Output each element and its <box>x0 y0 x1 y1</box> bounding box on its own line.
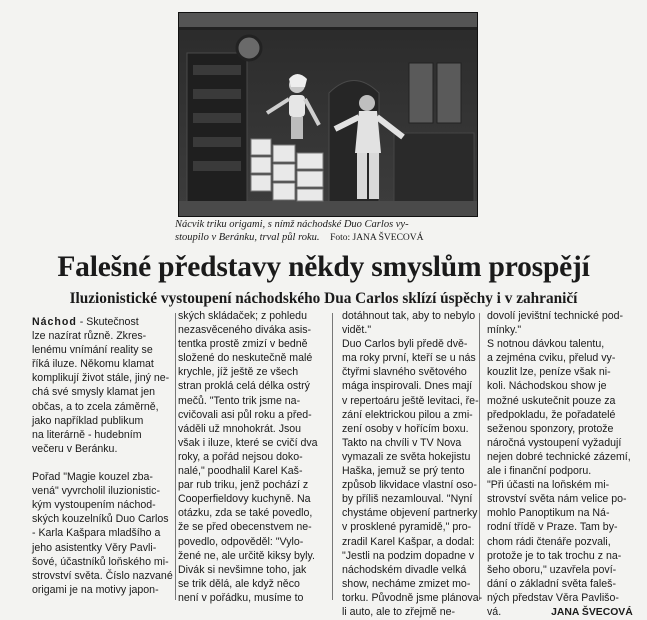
text-line-content: večeru v Beránku. <box>32 442 118 455</box>
text-line-content: šeho oboru," uzavřela poví- <box>487 563 617 576</box>
text-line <box>487 394 633 408</box>
text-line <box>178 549 318 563</box>
text-line <box>342 351 482 365</box>
text-line <box>342 605 482 619</box>
text-line-content: li auto, ale to zřejmě ne- <box>342 605 456 618</box>
text-line <box>178 379 318 393</box>
caption-line: Nácvik triku origami, s nímž náchodské Duo Carlos vy- <box>175 219 409 230</box>
subheadline: Iluzionistické vystoupení náchodského Dua Carlos sklízí úspěchy i v zahraničí <box>69 290 578 307</box>
text-line <box>342 549 482 563</box>
text-line <box>32 315 173 329</box>
text-line <box>487 323 633 337</box>
text-line <box>487 436 633 450</box>
text-line <box>342 591 482 605</box>
text-line-content: ských kouzelníků Duo Carlos <box>32 513 169 526</box>
text-line-content: ale i finanční podporu. <box>487 465 592 478</box>
text-line-content: mínky." <box>487 324 522 337</box>
text-line-content: způsob likvidace vlastní oso- <box>342 479 477 492</box>
text-line-content: - Skutečnost <box>76 316 139 328</box>
text-line <box>32 526 173 540</box>
text-line <box>342 337 482 351</box>
photo-image <box>179 13 477 216</box>
text-line-content: cvičovali asi půl roku a před- <box>178 408 312 421</box>
text-line <box>32 470 173 484</box>
text-line <box>487 351 633 365</box>
text-line-content: "Jestli na podzim dopadne v <box>342 549 475 562</box>
text-line-content: roky, a pořád nejsou doko- <box>178 450 303 463</box>
text-line-content: mága inspirovali. Dnes mají <box>342 380 473 393</box>
text-line <box>32 385 173 399</box>
text-line <box>178 365 318 379</box>
text-line-content: seženou sponzory, protože <box>487 422 614 435</box>
text-line-content: strovství světa. Číslo nazvané <box>32 569 173 582</box>
text-line <box>487 577 633 591</box>
text-line <box>178 563 318 577</box>
text-line-content: dání o základní světa faleš- <box>487 577 616 590</box>
headline: Falešné představy někdy smyslům prospějí <box>57 251 590 283</box>
text-line-content: koli. Náchodskou show je <box>487 380 607 393</box>
text-line <box>487 309 633 323</box>
text-line <box>342 309 482 323</box>
text-line <box>342 450 482 464</box>
text-line <box>487 408 633 422</box>
text-line <box>32 357 173 371</box>
text-line <box>32 371 173 385</box>
text-line <box>342 408 482 422</box>
article-photo <box>178 12 478 217</box>
text-line <box>487 492 633 506</box>
text-line-content: ných představ Věra Pavlišo- <box>487 591 619 604</box>
text-line <box>342 535 482 549</box>
photo-credit: Foto: JANA ŠVECOVÁ <box>330 233 424 243</box>
photo-caption <box>175 218 481 245</box>
text-line <box>342 577 482 591</box>
article-body <box>32 310 633 618</box>
caption-line-with-credit <box>175 231 481 245</box>
text-line-content: mečů. "Tento trik jsme na- <box>178 394 301 407</box>
text-line-content: Pořad "Magie kouzel zba- <box>32 471 153 484</box>
text-line-content: občas, a to zcela záměrně, <box>32 400 159 413</box>
text-line-content: chá své smysly klamat jen <box>32 386 156 399</box>
text-line-content: stran proklá celá délka ostrý <box>178 380 310 393</box>
text-line <box>178 535 318 549</box>
text-line-content: Takto na chvíli v TV Nova <box>342 436 462 449</box>
text-line-content: vymazali ze světa hokejistu <box>342 450 471 463</box>
text-line <box>487 422 633 436</box>
text-line <box>342 422 482 436</box>
text-line <box>178 337 318 351</box>
text-line <box>32 428 173 442</box>
text-line-content: vidět." <box>342 324 372 337</box>
text-line-content: a zejména cviku, přelud vy- <box>487 352 616 365</box>
text-line-content: nejen dobré technické zázemí, <box>487 450 631 463</box>
text-line <box>32 456 173 470</box>
text-line-content: Divák si nevšimne toho, jak <box>178 563 307 576</box>
column-3 <box>342 309 482 619</box>
text-line-content: zení osoby v hořícím boxu. <box>342 422 469 435</box>
text-line <box>178 492 318 506</box>
text-line <box>342 394 482 408</box>
text-line <box>487 478 633 492</box>
text-line <box>32 329 173 343</box>
text-line-content: říká iluze. Někomu klamat <box>32 358 154 371</box>
text-line <box>487 506 633 520</box>
text-line-content: v prosklené pyramidě," pro- <box>342 521 472 534</box>
text-line-content: že se před obecenstvem ne- <box>178 521 312 534</box>
text-line <box>342 478 482 492</box>
text-line <box>178 478 318 492</box>
text-line <box>487 591 633 605</box>
text-line-content: "Při účasti na loňském mi- <box>487 479 610 492</box>
text-line-content: Duo Carlos byli předě dvě- <box>342 338 468 351</box>
text-line-content: jako například publikum <box>32 414 144 427</box>
text-line-content: chom rádi čtenáře pozvali, <box>487 535 611 548</box>
text-line <box>178 351 318 365</box>
column-2 <box>178 309 318 605</box>
text-line-content: váděli už mnohokrát. Jsou <box>178 422 302 435</box>
text-line-content: lze nazírat různě. Zkres- <box>32 330 147 343</box>
text-line <box>32 569 173 583</box>
text-line <box>487 563 633 577</box>
text-line-content: kým vystoupením náchod- <box>32 499 156 512</box>
text-line <box>342 379 482 393</box>
text-line <box>32 414 173 428</box>
text-line-content: torku. Původně jsme plánova- <box>342 591 483 604</box>
text-line-content: na literárně - hudebním <box>32 428 142 441</box>
text-line-content: Cooperfieldovy kuchyně. Na <box>178 493 311 506</box>
text-line-content: show, necháme zmizet mo- <box>342 577 471 590</box>
text-line-content: kouzlit lze, peníze však ni- <box>487 366 611 379</box>
text-line-content: tentka prostě zmizí v bedně <box>178 338 308 351</box>
author-signature: JANA ŠVECOVÁ <box>551 606 633 618</box>
text-line <box>178 506 318 520</box>
text-line <box>487 605 633 619</box>
text-line-content: vá. <box>487 605 502 618</box>
text-line <box>342 563 482 577</box>
text-line-content: strovství světa nám velice po- <box>487 493 627 506</box>
text-line <box>487 535 633 549</box>
text-line <box>342 365 482 379</box>
caption-line: stoupilo v Beránku, trval půl roku. <box>175 232 320 243</box>
text-line <box>178 436 318 450</box>
text-line-content: možné uskutečnit pouze za <box>487 394 616 407</box>
text-line <box>342 464 482 478</box>
text-line-content: vená" vyvrcholil iluzionistic- <box>32 485 160 498</box>
dateline: Náchod <box>32 316 77 328</box>
text-line <box>178 323 318 337</box>
text-line <box>32 400 173 414</box>
text-line-content: mohlo Panoptikum na Ná- <box>487 507 610 520</box>
text-line-content: čtyřmi slavného světového <box>342 366 467 379</box>
column-4 <box>487 309 633 619</box>
text-line <box>178 408 318 422</box>
text-line-content: Haška, jemuž se prý tento <box>342 465 465 478</box>
text-line <box>178 309 318 323</box>
text-line-content: zradil Karel Kašpar, a dodal: <box>342 535 475 548</box>
text-line-content: náchodském divadle velká <box>342 563 467 576</box>
text-line-content: nezasvěceného diváka asis- <box>178 324 312 337</box>
text-line <box>487 450 633 464</box>
text-line <box>32 555 173 569</box>
text-line-content: chystáme objevení partnerky <box>342 507 478 520</box>
text-line <box>342 520 482 534</box>
text-line-content: složené do neskutečně malé <box>178 352 313 365</box>
text-line <box>178 520 318 534</box>
text-line-content: zání elektrickou pilou a zmi- <box>342 408 473 421</box>
text-line <box>178 450 318 464</box>
text-line-content: krychle, jíž ještě ze všech <box>178 366 299 379</box>
text-line <box>487 520 633 534</box>
text-line-content: protože je to tak trochu z na- <box>487 549 622 562</box>
text-line <box>32 498 173 512</box>
text-line <box>487 365 633 379</box>
text-line-content: - Karla Kašpara mladšího a <box>32 527 161 540</box>
text-line <box>342 506 482 520</box>
text-line-content: v repertoáru ještě levitaci, ře- <box>342 394 479 407</box>
text-line-content: dovolí jevištní technické pod- <box>487 310 624 322</box>
text-line <box>178 577 318 591</box>
text-line-content: S notnou dávkou talentu, <box>487 338 605 351</box>
text-line <box>32 343 173 357</box>
text-line-content: rodní třídě v Praze. Tam by- <box>487 521 618 534</box>
text-line <box>178 422 318 436</box>
text-line-content: dotáhnout tak, aby to nebylo <box>342 310 476 322</box>
text-line <box>342 492 482 506</box>
text-line-content: ma roky první, kteří se u nás <box>342 352 476 365</box>
text-line-content: šové, účastníků loňského mi- <box>32 555 169 568</box>
text-line-content: by příliš nezamlouval. "Nyní <box>342 493 473 506</box>
text-line-content: se trik dělá, ale když něco <box>178 577 300 590</box>
text-line-content: však i iluze, které se cvičí dva <box>178 436 318 449</box>
text-line-content: komplikují život stále, jiný ne- <box>32 372 170 385</box>
text-line <box>178 591 318 605</box>
text-line-content: nalé," poodhalil Karel Kaš- <box>178 465 303 478</box>
text-line <box>487 379 633 393</box>
text-line-content: par rub triku, jenž pochází z <box>178 479 309 492</box>
text-line-content: není v pořádku, musíme to <box>178 591 304 604</box>
text-line <box>32 512 173 526</box>
text-line <box>178 464 318 478</box>
column-1 <box>32 315 173 597</box>
text-line <box>178 394 318 408</box>
text-line-content: jeho asistentky Věry Pavli- <box>32 541 157 554</box>
text-line-content: ských skládaček; z pohledu <box>178 310 307 322</box>
text-line-content: náročná vystoupení vyžadují <box>487 436 622 449</box>
text-line <box>32 484 173 498</box>
text-line-content: povedlo, odpověděl: "Vylo- <box>178 535 304 548</box>
text-line <box>487 464 633 478</box>
text-line <box>487 337 633 351</box>
text-line-content: lenému vnímání reality se <box>32 344 153 357</box>
text-line <box>32 541 173 555</box>
text-line-content: otázku, zda se také povedlo, <box>178 507 313 520</box>
text-line <box>32 442 173 456</box>
text-line-content: origami je na motivy japon- <box>32 583 159 596</box>
text-line <box>32 583 173 597</box>
text-line <box>487 549 633 563</box>
text-line-content: předpokladu, že pořadatelé <box>487 408 616 421</box>
text-line-content: žené ne, ale určitě kiksy byly. <box>178 549 315 562</box>
text-line <box>342 436 482 450</box>
text-line <box>342 323 482 337</box>
